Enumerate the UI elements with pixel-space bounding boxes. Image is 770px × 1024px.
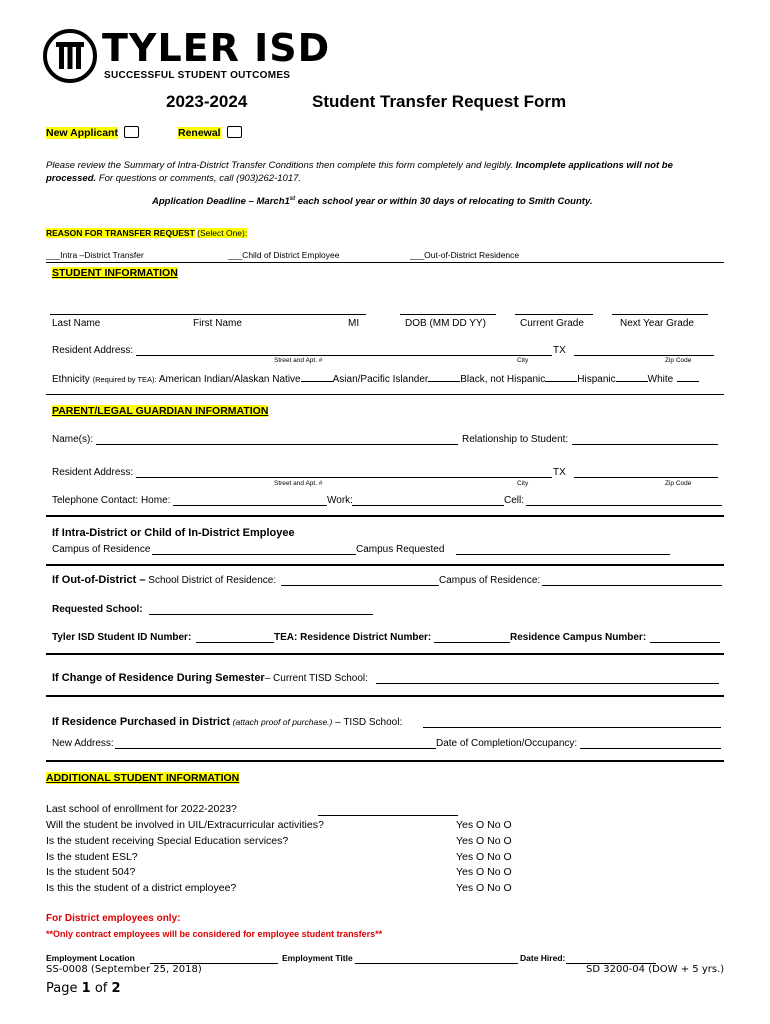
intro-warning-2: processed. bbox=[46, 173, 97, 184]
intra-divider bbox=[46, 564, 724, 566]
answer-2[interactable]: Yes O No O bbox=[456, 835, 512, 847]
student-zip-line[interactable] bbox=[574, 355, 714, 356]
first-name-label: First Name bbox=[193, 318, 242, 329]
parent-zip-caption: Zip Code bbox=[665, 480, 692, 487]
change-divider bbox=[46, 695, 724, 697]
new-address-line[interactable] bbox=[115, 748, 436, 749]
name-line[interactable] bbox=[50, 314, 366, 315]
relationship-line[interactable] bbox=[572, 444, 718, 445]
telephone-home-line[interactable] bbox=[173, 505, 327, 506]
out-of-district-heading: If Out-of-District – bbox=[52, 574, 146, 586]
application-deadline bbox=[152, 196, 593, 207]
reason-select-one: (Select One): bbox=[197, 228, 248, 238]
answer-4[interactable]: Yes O No O bbox=[456, 866, 512, 878]
reason-divider bbox=[46, 262, 724, 263]
logo-emblem-icon bbox=[42, 28, 98, 84]
ethnicity-asian[interactable]: Asian/Pacific Islander bbox=[332, 374, 429, 385]
logo-text: TYLER ISD bbox=[102, 26, 331, 70]
completion-date-label: Date of Completion/Occupancy: bbox=[436, 738, 578, 749]
purchased-tisd-line[interactable] bbox=[423, 727, 721, 728]
student-id-label: Tyler ISD Student ID Number: bbox=[52, 632, 192, 643]
reason-out-of-district[interactable]: ___Out-of-District Residence bbox=[410, 250, 520, 260]
student-zip-caption: Zip Code bbox=[665, 357, 692, 364]
student-street-caption: Street and Apt. # bbox=[274, 357, 323, 364]
answer-5[interactable]: Yes O No O bbox=[456, 882, 512, 894]
campus-requested-label: Campus Requested bbox=[356, 544, 445, 555]
answer-1[interactable]: Yes O No O bbox=[456, 819, 512, 831]
intro-contact: For questions or comments, call (903)262-1017. bbox=[98, 173, 302, 184]
telephone-home-label: Telephone Contact: Home: bbox=[52, 495, 171, 506]
current-tisd-school-line[interactable] bbox=[376, 683, 719, 684]
ethnicity-american-indian[interactable]: American Indian/Alaskan Native bbox=[158, 374, 301, 385]
intro-line-2 bbox=[46, 173, 301, 184]
ethnicity-black[interactable]: Black, not Hispanic bbox=[460, 374, 546, 385]
employment-title-line[interactable] bbox=[355, 963, 518, 964]
form-year: 2023-2024 bbox=[166, 92, 248, 111]
tyler-isd-logo bbox=[42, 26, 331, 86]
page-label: Page bbox=[46, 981, 78, 996]
deadline-sup: st bbox=[289, 196, 296, 202]
school-district-line[interactable] bbox=[281, 585, 439, 586]
reason-child-employee[interactable]: ___Child of District Employee bbox=[228, 250, 340, 260]
date-hired-label: Date Hired: bbox=[520, 953, 566, 963]
tea-label: TEA: Residence District Number: bbox=[274, 632, 432, 643]
tea-line[interactable] bbox=[434, 642, 510, 643]
residence-campus-number-line[interactable] bbox=[650, 642, 720, 643]
question-5: Is this the student of a district employee? bbox=[46, 882, 237, 894]
current-tisd-school-label: – Current TISD School: bbox=[264, 673, 368, 684]
page-current: 1 bbox=[81, 981, 91, 996]
purchased-tisd-label: – TISD School: bbox=[335, 717, 403, 728]
ethnicity-white[interactable]: White bbox=[647, 374, 674, 385]
new-applicant-label: New Applicant bbox=[46, 127, 118, 139]
employment-title-label: Employment Title bbox=[282, 953, 353, 963]
intro-line-1 bbox=[46, 160, 673, 171]
parent-names-line[interactable] bbox=[96, 444, 458, 445]
reason-title: REASON FOR TRANSFER REQUEST bbox=[46, 228, 195, 238]
purchased-heading: If Residence Purchased in District bbox=[52, 716, 230, 728]
out-of-district-row bbox=[52, 574, 276, 586]
last-name-label: Last Name bbox=[52, 318, 101, 329]
student-info-heading: STUDENT INFORMATION bbox=[52, 267, 178, 279]
dob-label: DOB (MM DD YY) bbox=[405, 318, 486, 329]
deadline-text-2: each school year or within 30 days of relocating to Smith County. bbox=[297, 196, 593, 208]
page-total: 2 bbox=[111, 981, 121, 996]
next-grade-label: Next Year Grade bbox=[620, 318, 694, 329]
ethnicity-hispanic[interactable]: Hispanic bbox=[577, 374, 616, 385]
question-1: Will the student be involved in UIL/Extracurricular activities? bbox=[46, 819, 324, 831]
residence-campus-number-label: Residence Campus Number: bbox=[510, 632, 647, 643]
parent-city-caption: City bbox=[517, 480, 529, 487]
employment-location-label: Employment Location bbox=[46, 953, 135, 963]
next-grade-line[interactable] bbox=[612, 314, 708, 315]
question-4: Is the student 504? bbox=[46, 866, 136, 878]
last-school-question: Last school of enrollment for 2022-2023? bbox=[46, 803, 237, 815]
last-school-line[interactable] bbox=[318, 815, 458, 816]
question-2: Is the student receiving Special Education services? bbox=[46, 835, 289, 847]
parent-zip-line[interactable] bbox=[574, 477, 718, 478]
out-campus-residence-line[interactable] bbox=[542, 585, 722, 586]
reason-heading bbox=[46, 228, 247, 238]
ethnicity-label: Ethnicity bbox=[52, 374, 90, 385]
telephone-work-label: Work: bbox=[327, 495, 353, 506]
campus-of-residence-label: Campus of Residence bbox=[52, 544, 151, 555]
parent-info-heading: PARENT/LEGAL GUARDIAN INFORMATION bbox=[52, 405, 269, 417]
deadline-text: Application Deadline – March1 bbox=[152, 196, 290, 208]
out-of-district-divider bbox=[46, 653, 724, 655]
eth5-blank[interactable] bbox=[677, 381, 699, 382]
current-grade-label: Current Grade bbox=[520, 318, 584, 329]
new-applicant-checkbox[interactable] bbox=[124, 126, 139, 138]
student-divider bbox=[46, 394, 724, 395]
school-district-label: School District of Residence: bbox=[148, 575, 277, 586]
relationship-label: Relationship to Student: bbox=[462, 434, 569, 445]
intra-campus-residence-line[interactable] bbox=[152, 554, 356, 555]
ethnicity-row bbox=[52, 374, 699, 385]
page-of: of bbox=[94, 981, 108, 996]
logo-tagline: SUCCESSFUL STUDENT OUTCOMES bbox=[104, 70, 291, 81]
parent-tx-label: TX bbox=[553, 467, 566, 478]
form-title: Student Transfer Request Form bbox=[312, 92, 567, 111]
telephone-cell-label: Cell: bbox=[504, 495, 525, 506]
eth4-blank[interactable] bbox=[616, 381, 648, 382]
telephone-work-line[interactable] bbox=[352, 505, 504, 506]
dob-line[interactable] bbox=[400, 314, 496, 315]
mi-label: MI bbox=[348, 318, 360, 329]
purchased-row bbox=[52, 716, 402, 728]
parent-divider bbox=[46, 515, 724, 517]
telephone-cell-line[interactable] bbox=[526, 505, 722, 506]
student-city-caption: City bbox=[517, 357, 529, 364]
parent-street-caption: Street and Apt. # bbox=[274, 480, 323, 487]
intra-district-heading: If Intra-District or Child of In-District Employee bbox=[52, 527, 295, 539]
additional-info-heading: ADDITIONAL STUDENT INFORMATION bbox=[46, 772, 240, 784]
parent-address-label: Resident Address: bbox=[52, 467, 134, 478]
student-address-line[interactable] bbox=[136, 355, 552, 356]
intra-campus-requested-line[interactable] bbox=[456, 554, 670, 555]
new-address-label: New Address: bbox=[52, 738, 114, 749]
student-address-label: Resident Address: bbox=[52, 345, 134, 356]
requested-school-line[interactable] bbox=[149, 614, 373, 615]
student-id-line[interactable] bbox=[196, 642, 274, 643]
student-tx-label: TX bbox=[553, 345, 566, 356]
requested-school-label: Requested School: bbox=[52, 604, 143, 615]
parent-address-line[interactable] bbox=[136, 477, 552, 478]
intro-warning: Incomplete applications will not be bbox=[515, 160, 673, 171]
eth3-blank[interactable] bbox=[545, 381, 577, 382]
renewal-checkbox[interactable] bbox=[227, 126, 242, 138]
change-residence-heading: If Change of Residence During Semester bbox=[52, 672, 265, 684]
question-3: Is the student ESL? bbox=[46, 851, 138, 863]
purchased-attach: (attach proof of purchase.) bbox=[232, 717, 333, 727]
retention-code: SD 3200-04 (DOW + 5 yrs.) bbox=[586, 964, 725, 975]
intro-text: Please review the Summary of Intra-District Transfer Conditions then complete this form completely and legibly. bbox=[46, 160, 513, 171]
parent-names-label: Name(s): bbox=[52, 434, 94, 445]
purchased-divider bbox=[46, 760, 724, 762]
employees-heading: For District employees only: bbox=[46, 913, 181, 924]
change-residence-row bbox=[52, 672, 368, 684]
new-applicant-option[interactable] bbox=[46, 126, 139, 139]
renewal-label: Renewal bbox=[178, 127, 221, 139]
answer-3[interactable]: Yes O No O bbox=[456, 851, 512, 863]
reason-intra-district[interactable]: ___Intra –District Transfer bbox=[46, 250, 144, 260]
employees-note: **Only contract employees will be considered for employee student transfers** bbox=[46, 929, 383, 939]
ethnicity-required: (Required by TEA): bbox=[92, 375, 157, 384]
eth1-blank[interactable] bbox=[301, 381, 333, 382]
eth2-blank[interactable] bbox=[428, 381, 460, 382]
completion-date-line[interactable] bbox=[580, 748, 721, 749]
form-code: SS-0008 (September 25, 2018) bbox=[46, 964, 202, 975]
renewal-option[interactable] bbox=[178, 126, 242, 139]
out-campus-residence-label: Campus of Residence: bbox=[439, 575, 541, 586]
page-number bbox=[46, 981, 121, 996]
current-grade-line[interactable] bbox=[515, 314, 593, 315]
